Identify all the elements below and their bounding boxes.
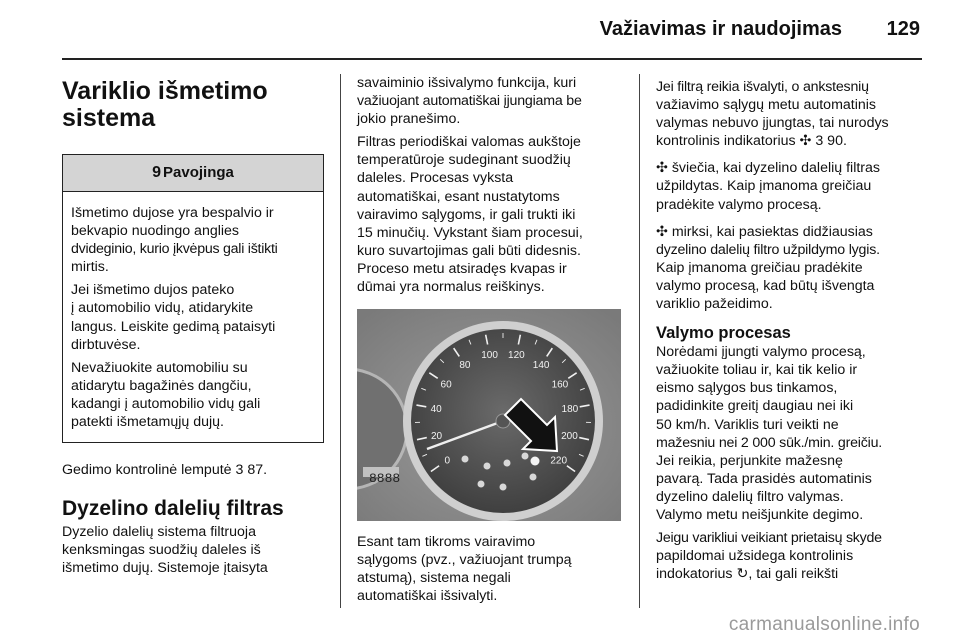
text-line: jokio pranešimo. [357, 111, 461, 128]
text-line: Norėdami įjungti valymo procesą, [656, 344, 866, 361]
text-line: kontrolinis indikatorius ✣ 3 90. [656, 133, 847, 150]
text-line: automatiškai išsivalyti. [357, 588, 498, 605]
text-line: važiavimo sąlygų metu automatinis [656, 97, 877, 114]
danger-box-header [63, 155, 323, 192]
column-3 [656, 78, 928, 588]
speedometer-illustration [357, 309, 621, 521]
running-header-title: Važiavimas ir naudojimas [599, 18, 842, 40]
text-line: dyzelino dalelių filtro valymas. [656, 488, 844, 505]
heading-line: sistema [62, 104, 156, 132]
dpf-intro [62, 523, 324, 577]
text-line: Dyzelio dalelių sistema filtruoja [62, 524, 256, 541]
text-paragraph [656, 343, 928, 524]
text-line: kadangi į automobilio vidų gali [71, 395, 261, 412]
text-line: pavarą. Tada prasidės automatinis [656, 470, 872, 487]
text-line: Esant tam tikroms vairavimo [357, 534, 536, 551]
text-line: savaiminio išsivalymo funkcija, kuri [357, 75, 577, 91]
text-line: užpildytas. Kaip įmanoma greičiau [656, 178, 872, 195]
danger-paragraph [71, 281, 315, 353]
heading-line: Variklio išmetimo [62, 77, 268, 105]
text-line: išmetimo dujų. Sistemoje įtaisyta [62, 560, 268, 577]
text-paragraph [656, 159, 928, 213]
text-line: pradėkite valymo procesą. [656, 196, 822, 213]
text-line: kuro suvartojimas gali būti didesnis. [357, 242, 581, 259]
text-line: dyzelino dalelių filtro užpildymo lygis. [656, 241, 880, 258]
gauge-tick-label: 180 [561, 404, 579, 416]
text-paragraph [656, 529, 928, 583]
text-line: patekti išmetamųjų dujų. [71, 414, 224, 431]
gauge-tick-label: 20 [430, 431, 443, 443]
header-divider [62, 58, 922, 60]
figure-caption [357, 533, 629, 605]
text-line: mirtis. [71, 259, 109, 276]
warning-triangle-icon: 9 [152, 163, 162, 181]
text-line: Išmetimo dujose yra bespalvio ir [71, 205, 274, 221]
text-paragraph [656, 223, 928, 313]
text-line: Nevažiuokite automobiliu su [71, 359, 248, 376]
text-line: vairavimo sąlygoms, ir gali trukti iki [357, 206, 576, 223]
text-line: variklio pažeidimo. [656, 296, 773, 313]
text-line: ✣ mirksi, kai pasiektas didžiausias [656, 223, 873, 240]
odometer-readout: 8888 [369, 471, 401, 487]
text-line: valymas nebuvo įjungtas, tai nurodys [656, 115, 889, 132]
gauge-tick-label: 100 [481, 349, 498, 361]
text-line: Kaip įmanoma greičiau pradėkite [656, 259, 863, 276]
text-line: daleles. Procesas vyksta [357, 170, 514, 187]
text-line: 50 km/h. Variklis turi veikti ne [656, 416, 839, 433]
text-line: Jei filtrą reikia išvalyti, o ankstesnių [656, 79, 869, 95]
text-line: į automobilio vidų, atidarykite [71, 300, 254, 317]
text-line: Jei reikia, perjunkite mažesnę [656, 452, 843, 469]
text-paragraph [656, 78, 928, 150]
text-paragraph [357, 74, 629, 128]
text-line: dirbtuvėse. [71, 336, 141, 353]
text-line: papildomai užsidega kontrolinis [656, 548, 854, 565]
text-line: mažesniu nei 2 000 sūk./min. greičiu. [656, 434, 883, 451]
text-line: važiuokite toliau ir, kai tik kelio ir [656, 362, 858, 379]
text-line: Jeigu varikliui veikiant prietaisų skyde [656, 530, 882, 547]
gauge-tick-label: 220 [550, 455, 568, 467]
gauge-tick-label: 120 [508, 349, 525, 361]
text-line: sąlygoms (pvz., važiuojant trumpą [357, 552, 572, 569]
text-line: langus. Leiskite gedimą pataisyti [71, 318, 276, 335]
text-line: Jei išmetimo dujos pateko [71, 282, 235, 299]
subheading-cleaning-process: Valymo procesas [656, 324, 791, 343]
column-divider-1 [340, 74, 341, 608]
danger-paragraph [71, 359, 315, 431]
section-heading-exhaust [62, 78, 324, 132]
page-number: 129 [886, 18, 920, 40]
lamp-reference: Gedimo kontrolinė lemputė 3 87. [62, 462, 268, 479]
instrument-cluster-figure [357, 309, 621, 521]
column-2 [357, 74, 629, 611]
text-line: kenksmingas suodžių daleles iš [62, 542, 261, 559]
gauge-tick-label: 160 [551, 379, 569, 391]
footer-watermark: carmanualsonline.info [728, 614, 920, 635]
text-line: Proceso metu atsiradęs kvapas ir [357, 260, 567, 277]
text-line: bekvapio nuodingo anglies [71, 223, 240, 240]
text-line: indokatorius ↻, tai gali reikšti [656, 566, 839, 583]
gauge-tick-label: 0 [444, 455, 451, 467]
gauge-tick-label: 80 [459, 360, 471, 372]
text-line: temperatūroje sudeginant suodžių [357, 152, 571, 169]
danger-box-title: Pavojinga [163, 163, 234, 181]
text-paragraph [357, 133, 629, 296]
text-line: Valymo metu neišjunkite degimo. [656, 506, 864, 523]
gauge-tick-label: 60 [440, 379, 452, 391]
text-line: važiuojant automatiškai įjungiama be [357, 93, 582, 110]
section-heading-dpf: Dyzelino dalelių filtras [62, 497, 284, 521]
gauge-tick-label: 40 [430, 404, 442, 416]
column-1 [62, 78, 324, 583]
text-line: ✣ šviečia, kai dyzelino dalelių filtras [656, 160, 881, 177]
gauge-tick-label: 140 [532, 360, 550, 372]
text-line: 15 minučių. Vykstant šiam procesui, [357, 224, 583, 241]
gauge-tick-label: 200 [561, 431, 578, 443]
text-line: atstumą), sistema negali [357, 570, 511, 587]
text-line: Filtras periodiškai valomas aukštoje [357, 134, 581, 151]
text-line: automatiškai, esant nustatytoms [357, 188, 560, 205]
danger-box-body [63, 192, 323, 442]
danger-box [62, 154, 324, 443]
column-divider-2 [639, 74, 640, 608]
text-line: padidinkite greitį daugiau nei iki [656, 398, 854, 415]
text-line: dūmai yra normalus reiškinys. [357, 279, 545, 296]
danger-paragraph [71, 204, 315, 276]
text-line: valymo procesą, kad būtų išvengta [656, 277, 875, 294]
text-line: dvideginio, kurio įkvėpus gali ištikti [71, 241, 278, 258]
text-line: eismo sąlygos bus tinkamos, [656, 380, 838, 397]
text-line: atidarytu bagažinės dangčiu, [71, 377, 252, 394]
